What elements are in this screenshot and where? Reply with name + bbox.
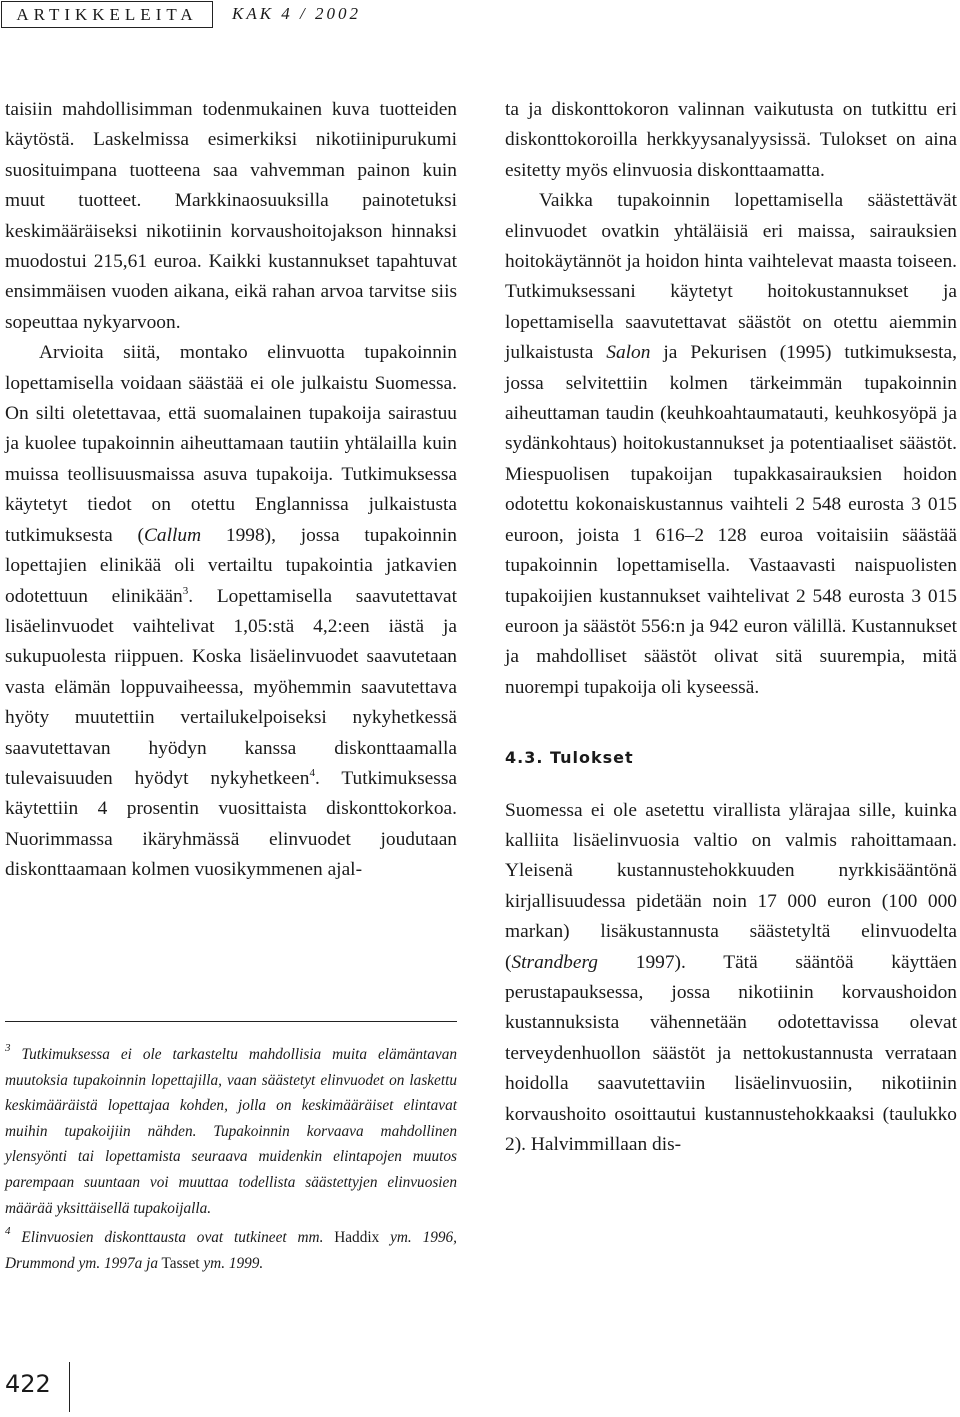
left-paragraph-2: [5, 338, 457, 885]
page-number-divider: [69, 1362, 70, 1412]
text-run: 1998), jossa tupakoinnin lopettajien elinikää oli vertailtu tupakointia jatkavien odotettuun elinikään: [5, 524, 457, 607]
issue-label: KAK 4 / 2002: [232, 4, 362, 23]
running-header: [0, 0, 960, 32]
footnote-mark: 3: [5, 1042, 11, 1054]
text-run: . Tutkimuksessa käytettiin 4 prosentin vuosittaista diskonttokorkoa. Nuorimmassa ikäryhmässä elinvuodet joudutaan diskonttaamaan kolmen vuosikymmenen ajal-: [5, 767, 457, 881]
footnote-ref-4: 4: [309, 766, 315, 779]
footnote-3: [5, 1042, 457, 1221]
right-paragraph-2: [505, 186, 957, 703]
footnote-mark: 4: [5, 1225, 11, 1238]
citation-author: Haddix: [323, 1229, 380, 1247]
right-paragraph-1: ta ja diskonttokoron valinnan vaikutusta on tutkittu eri diskonttokoroilla herkkyysanalyysissä. Tulokset on aina esitetty myös elinvuosia diskonttaamatta.: [505, 99, 957, 181]
footnote-text: Tutkimuksessa ei ole tarkasteltu mahdollisia muita elämäntavan muutoksia tupakoinnin lopettajilla, vaan säästetyt elinvuodet on laskettu keskimääräistä lopettajaa kohden, jolla on keskimääräiset elintavat muihin tupakoijiin nähden. Tupakoinnin korvaava mahdollinen ylensyönti tai lopettamista seuraava muidenkin elintapojen muutos parempaan suuntaan voi muuttaa todellista säästettyjen elinvuosien määrää yksittäisellä tupakoijalla.: [5, 1046, 457, 1217]
footnote-text: ym. 1996, Drummond ym. 1997a ja: [5, 1229, 458, 1272]
right-column: [505, 95, 957, 1160]
page-number: 422: [5, 1370, 51, 1398]
footnotes: [5, 1042, 457, 1276]
section-heading: 4.3. Tulokset: [505, 748, 634, 768]
section-label: ARTIKKELEITA: [1, 1, 213, 28]
footnote-4: [5, 1225, 457, 1276]
text-run: 1997). Tätä sääntöä käyttäen perustapauksessa, jossa nikotiinin korvaushoidon kustannuksista vähennetään odotettavissa olevat terveydenhuollon säästöt ja nettokustannusta verrataan hoidolla saavutettaviin lisäelinvuosiin, nikotiinin korvaushoito osoittautui kustannustehokkaaksi (taulukko 2). Halvimmillaan dis-: [505, 951, 957, 1155]
citation-author: Strandberg: [511, 951, 599, 973]
left-column: [5, 95, 457, 886]
text-run: Arvioita siitä, montako elinvuotta tupakoinnin lopettamisella voidaan säästää ei ole julkaistu Suomessa. On silti oletettavaa, että suomalainen tupakoija sairastuu ja kuolee tupakoinnin aiheuttamaan tautiin yhtälailla kuin muissa teollisuusmaissa asuva tupakoija. Tutkimuksessa käytetyt tiedot on otettu Englannissa julkaistusta tutkimuksesta (: [5, 342, 457, 546]
citation-author: Tasset: [157, 1254, 200, 1272]
text-run: ja Pekurisen (1995) tutkimuksesta, jossa selvitettiin kolmen tärkeimmän tupakoinnin aiheuttaman taudin (keuhkoahtaumatauti, keuhkosyöpä ja sydänkohtaus) hoitokustannukset ja potentiaaliset säästöt. Miespuolisen tupakoijan tupakkasairauksien hoidon odotettu kokonaiskustannus vaihteli 2 548 eurosta 3 015 euroon, joista 1 616–2 128 euroa voitaisiin säästää tupakoinnin lopettamisella. Vastaavasti naispuolisten tupakoijien kustannukset vaihtelivat 2 548 eurosta 3 015 euroon ja säästöt 556:n ja 942 euron välillä. Kustannukset ja mahdolliset säästöt olivat sitä suurempia, mitä nuorempi tupakoija oli kyseessä.: [505, 342, 957, 698]
footnote-ref-3: 3: [182, 584, 189, 597]
footnote-divider: [5, 1021, 457, 1022]
right-paragraph-3: [505, 796, 957, 1161]
text-run: . Lopettamisella saavutettavat lisäelinvuodet vaihtelivat 1,05:stä 4,2:een iästä ja sukupuolesta riippuen. Koska lisäelinvuodet saavutetaan vasta elämän loppuvaiheessa, myöhemmin saavutettava hyöty muutettiin vertailukelpoiseksi nykyhetkessä saavutettavan hyödyn kanssa diskonttaamalla tulevaisuuden hyödyt nykyhetkeen: [5, 585, 458, 789]
footnote-text: Elinvuosien diskonttausta ovat tutkineet mm.: [21, 1229, 324, 1247]
text-run: Suomessa ei ole asetettu virallista ylärajaa sille, kuinka kalliita lisäelinvuosia valtio on valmis rahoittamaan. Yleisenä kustannustehokkuuden nyrkkisääntönä kirjallisuudessa pidetään noin 17 000 euron (100 000 markan) lisäkustannusta säästetyltä elinvuodelta (: [505, 799, 957, 973]
text-run: Vaikka tupakoinnin lopettamisella säästettävät elinvuodet ovatkin yhtäläisiä eri maissa, sairauksien hoitokäytännöt ja hoidon hinta vaihtelevat maasta toiseen. Tutkimuksessani käytetyt hoitokustannukset ja lopettamisella saavutettavat säästöt on otettu aiemmin julkaistusta: [505, 190, 957, 364]
citation-author: Callum: [143, 524, 202, 546]
footnote-text: ym. 1999.: [199, 1254, 264, 1272]
citation-author: Salon: [606, 342, 651, 364]
left-paragraph-1: taisiin mahdollisimman todenmukainen kuva tuotteiden käytöstä. Laskelmissa esimerkiksi nikotiinipurukumi suosituimpana tuotteena saa vahvemman painon kuin muut tuotteet. Markkinaosuuksilla painotetuksi keskimääräiseksi nikotiinin korvaushoitojakson hinnaksi muodostui 215,61 euroa. Kaikki kustannukset tapahtuvat ensimmäisen vuoden aikana, eikä rahan arvoa tarvitse siis sopeuttaa nykyarvoon.: [5, 99, 457, 333]
